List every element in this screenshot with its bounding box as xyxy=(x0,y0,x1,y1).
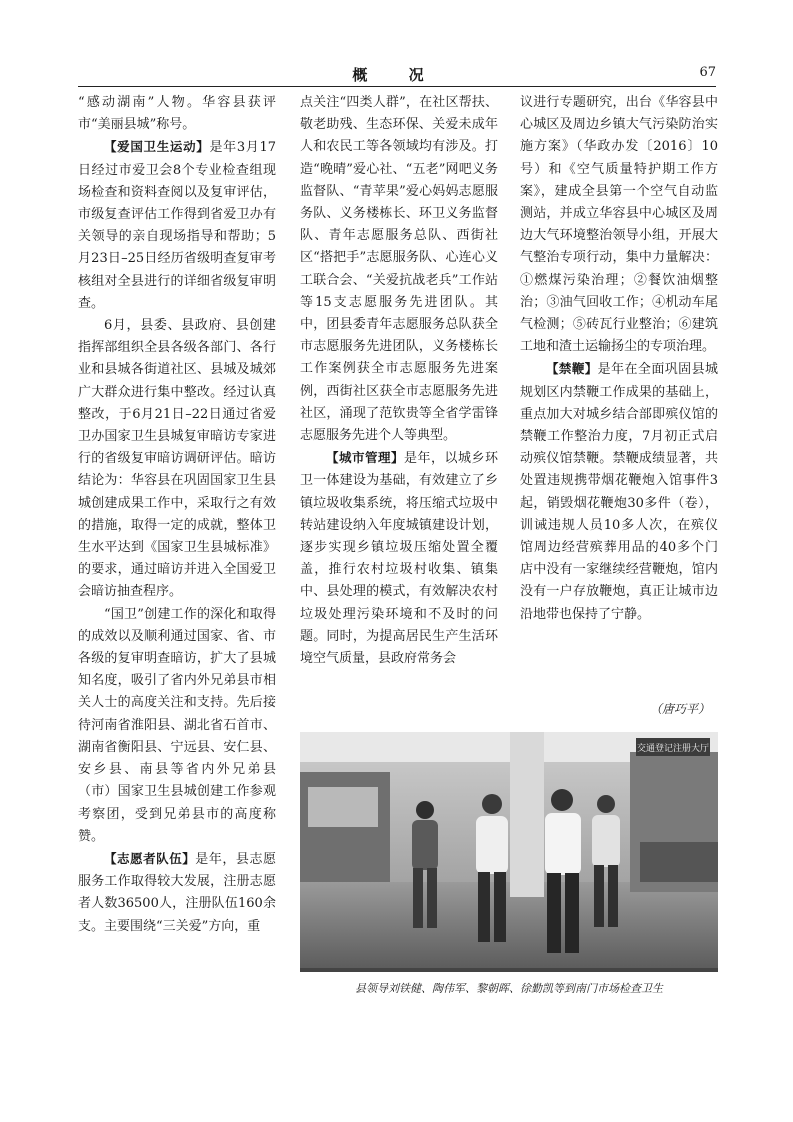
paragraph-patriotic-health: 【爱国卫生运动】是年3月17日经过市爱卫会8个专业检查组现场检查和资料查阅以及复审评估，市级复查评估工作得到省爱卫办有关领导的亲自现场指导和帮助；5月23日–25日经历省级明查复审考核组对全县进行的详细省级复审明查。 xyxy=(78,139,276,311)
text-column-2 xyxy=(300,92,498,732)
photo-illustration xyxy=(300,732,718,972)
author-signature: （唐巧平） xyxy=(649,702,710,716)
section-keyword: 【城市管理】 xyxy=(326,450,404,466)
section-keyword: 【志愿者队伍】 xyxy=(104,850,196,866)
paragraph: “感动湖南”人物。华容县获评市“美丽县城”称号。 xyxy=(78,95,276,133)
section-title: 概 况 xyxy=(352,66,442,84)
hall-sign: 交通登记注册大厅 xyxy=(636,744,710,754)
paragraph: 点关注“四类人群”，在社区帮扶、敬老助残、生态环保、关爱未成年人和农民工等各领域均有涉及。打造“晚晴”爱心社、“五老”网吧义务监督队、“青苹果”爱心妈妈志愿服务队、义务楼栋长、环卫义务监督队、青年志愿服务总队、西街社区“搭把手”志愿服务队、心连心义工联合会、“关爱抗战老兵”工作站等15支志愿服务先进团队。其中，团县委青年志愿服务总队获全市志愿服务先进团队，义务楼栋长工作案例获全市志愿服务先进案例，西街社区获全市志愿服务先进社区，涌现了范钦贵等全省学雷锋志愿服务先进个人等典型。 xyxy=(300,95,498,444)
text-column-1 xyxy=(78,92,276,1022)
text-column-3 xyxy=(520,92,718,732)
paragraph-volunteers: 【志愿者队伍】是年，县志愿服务工作取得较大发展，注册志愿者人数36500人，注册队伍160余支。主要围绕“三关爱”方向，重 xyxy=(78,850,276,934)
paragraph: 6月，县委、县政府、县创建指挥部组织全县各级各部门、各行业和县城各街道社区、县城及城郊广大群众进行集中整改。经过认真整改，于6月21日–22日通过省爱卫办国家卫生县城复审暗访专家进行的省级复审暗访调研评估。暗访结论为：华容县在巩固国家卫生县城创建成果工作中，采取行之有效的措施，取得一定的成就，整体卫生水平达到《国家卫生县城标准》的要求，通过暗访并进入全国爱卫会暗访抽查程序。 xyxy=(78,318,276,600)
paragraph: 议进行专题研究，出台《华容县中心城区及周边乡镇大气污染防治实施方案》（华政办发〔2016〕10号）和《空气质量特护期工作方案》，建成全县第一个空气自动监测站，并成立华容县中心城区及周边大气环境整治领导小组，开展大气整治专项行动，集中力量解决：①燃煤污染治理；②餐饮油烟整治；③油气回收工作；④机动车尾气检测；⑤砖瓦行业整治；⑥建筑工地和渣土运输扬尘的专项治理。 xyxy=(520,95,718,355)
section-keyword: 【禁鞭】 xyxy=(546,361,598,377)
paragraph-city-management: 【城市管理】是年，以城乡环卫一体建设为基础，有效建立了乡镇垃圾收集系统，将压缩式垃圾中转站建设纳入年度城镇建设计划，逐步实现乡镇垃圾压缩处置全覆盖，推行农村垃圾村收集、镇集中、县处理的模式，有效解决农村垃圾处理污染环境和不及时的问题。同时，为提高居民生产生活环境空气质量，县政府常务会 xyxy=(300,450,498,667)
photo-caption: 县领导刘铁健、陶伟军、黎朝晖、徐勤凯等到南门市场检查卫生 xyxy=(355,982,663,995)
section-keyword: 【爱国卫生运动】 xyxy=(104,139,210,155)
news-photo xyxy=(300,732,718,972)
page-header xyxy=(78,60,716,87)
page-number: 67 xyxy=(699,65,716,80)
paragraph: “国卫”创建工作的深化和取得的成效以及顺利通过国家、省、市各级的复审明查暗访，扩大了县城知名度，吸引了省内外兄弟县市相关人士的高度关注和支持。先后接待河南省淮阳县、湖北省石首市、湖南省衡阳县、宁远县、安仁县、安乡县、南县等省内外兄弟县（市）国家卫生县城创建工作参观考察团，受到兄弟县市的高度称赞。 xyxy=(78,606,276,844)
paragraph-firecracker-ban: 【禁鞭】是年在全面巩固县城规划区内禁鞭工作成果的基础上，重点加大对城乡结合部即殡仪馆的禁鞭工作整治力度，7月初正式启动殡仪馆禁鞭。禁鞭成绩显著，共处置违规携带烟花鞭炮入馆事件3起，销毁烟花鞭炮30多件（卷），训诫违规人员10多人次，在殡仪馆周边经营殡葬用品的40多个门店中没有一家继续经营鞭炮，馆内没有一户存放鞭炮，真正让城市边沿地带也保持了宁静。 xyxy=(520,361,718,622)
